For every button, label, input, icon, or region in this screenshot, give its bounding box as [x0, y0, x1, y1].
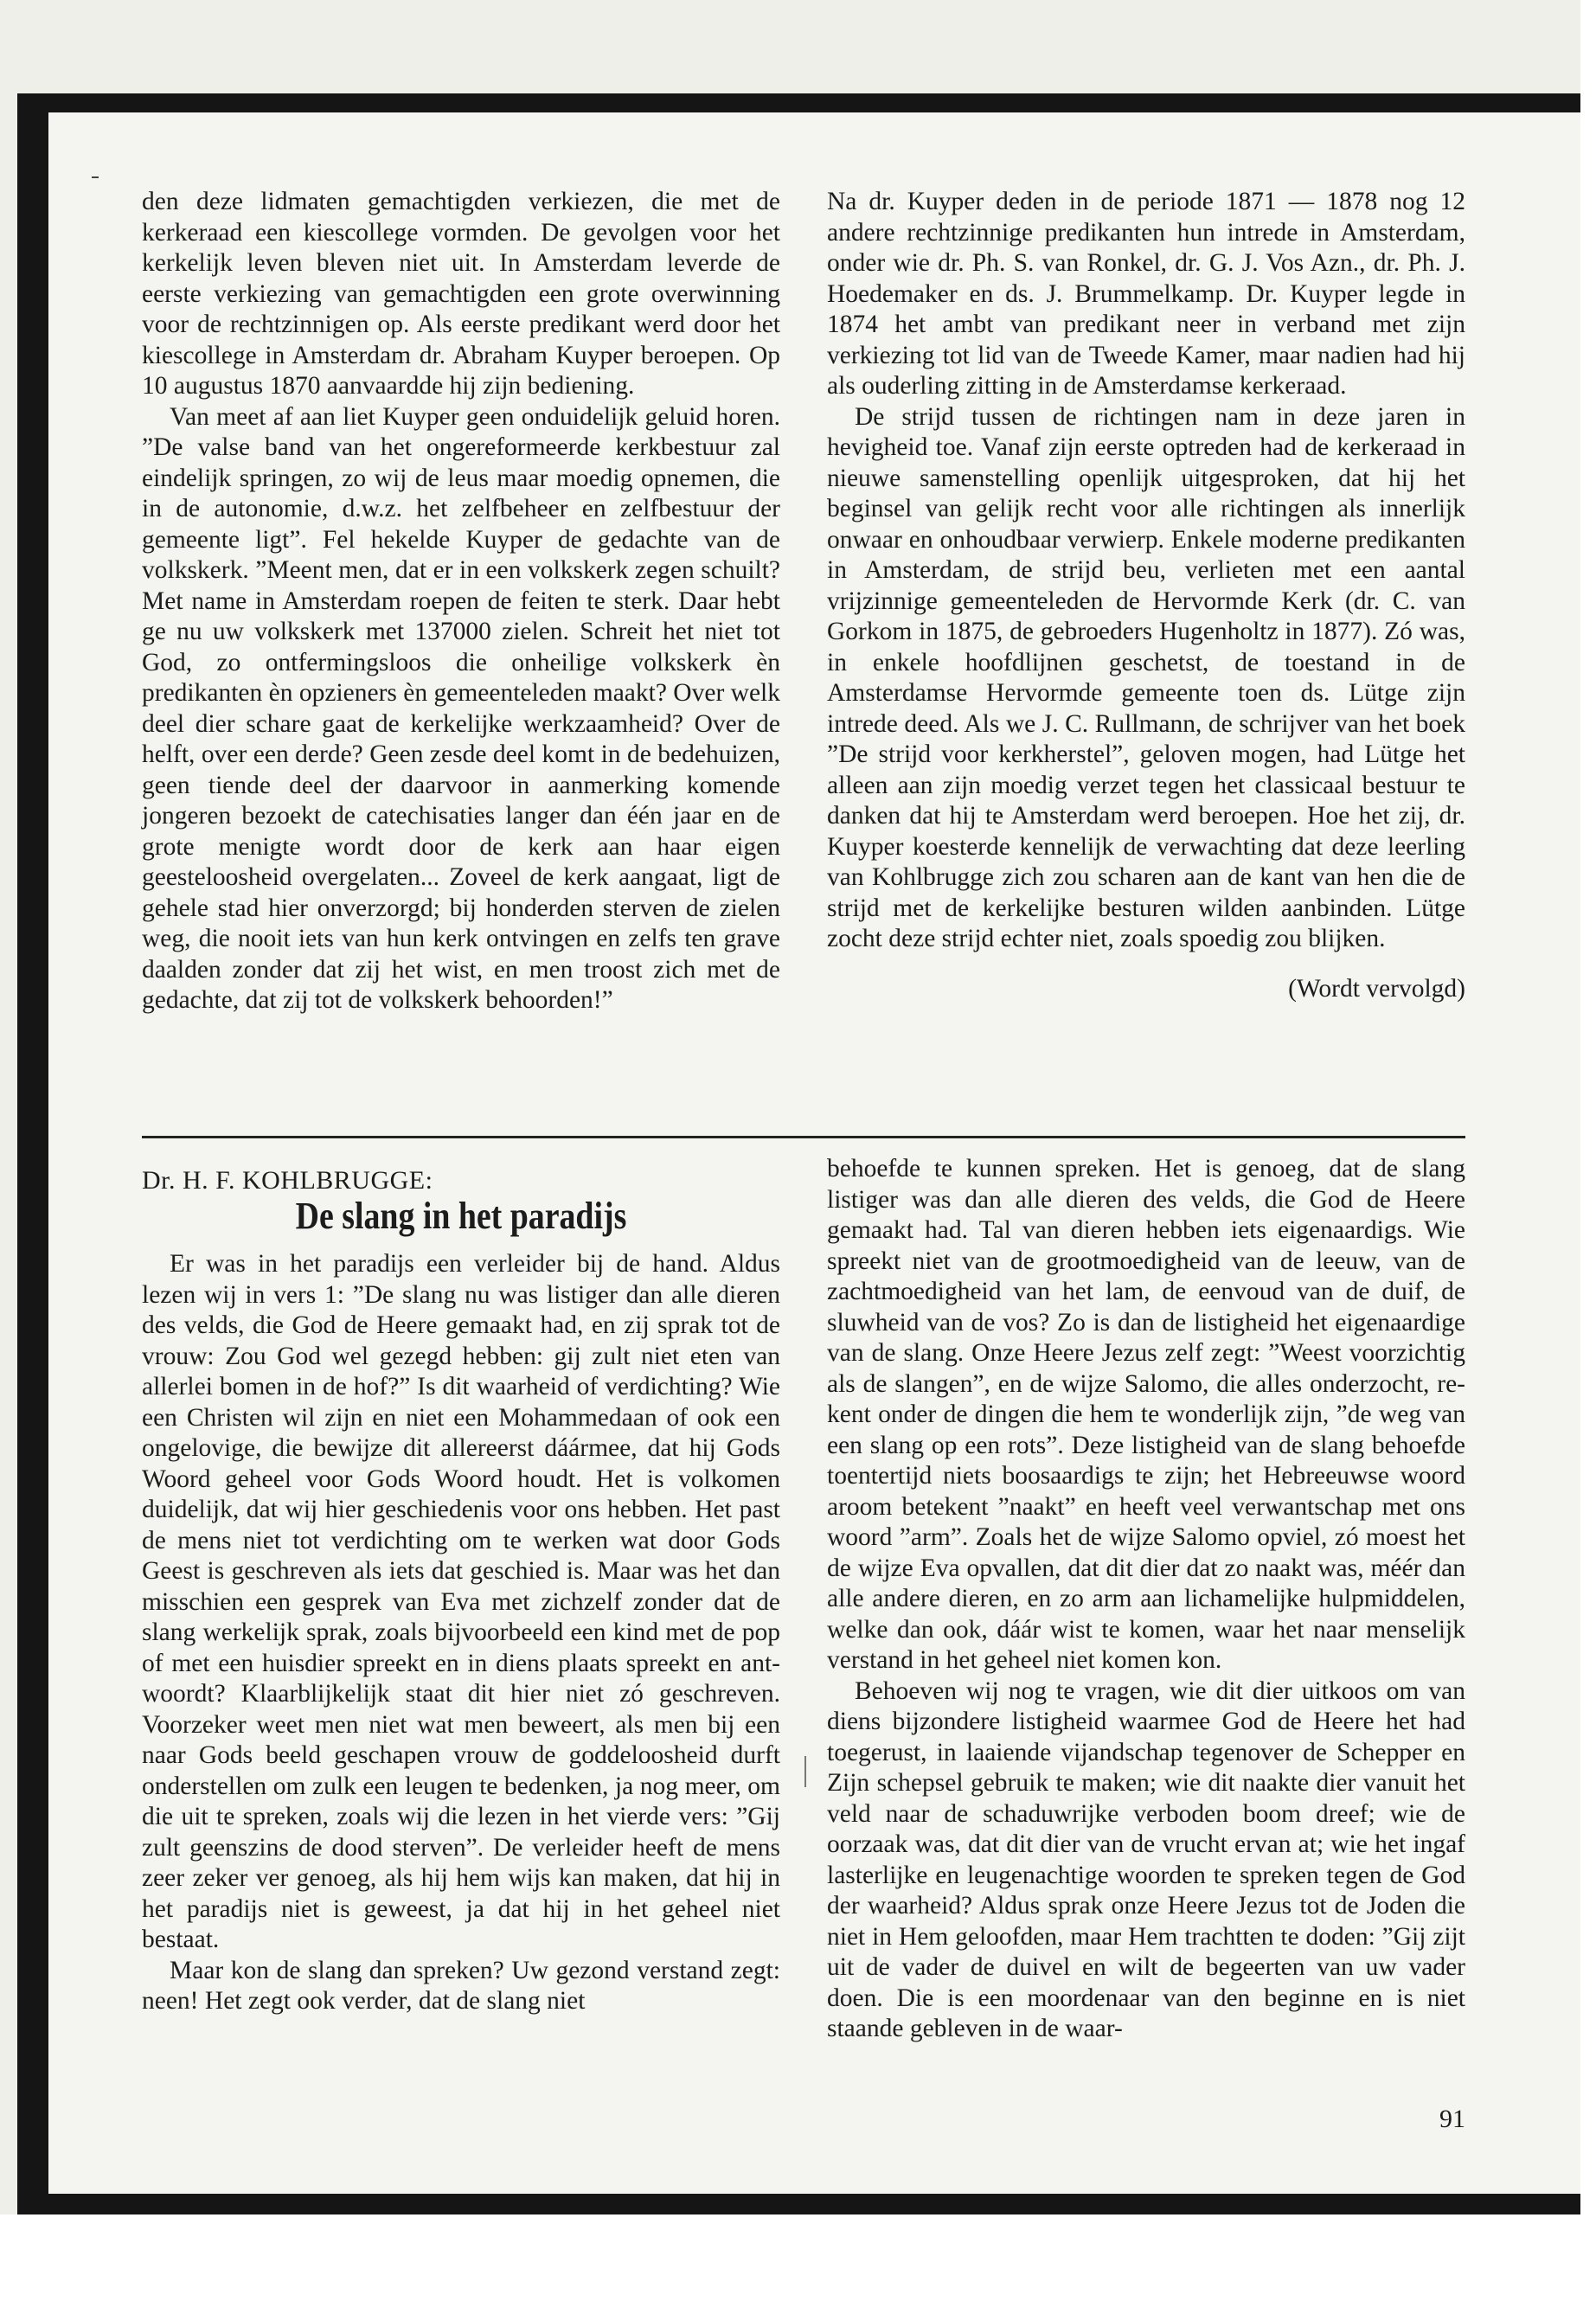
section-divider: [142, 1136, 1465, 1138]
column-top-right: [827, 187, 1465, 1004]
scan-edge-bottom: [0, 2214, 1596, 2301]
column-bottom-right: [827, 1154, 1465, 2045]
column-top-left: [142, 187, 780, 1016]
paragraph: Na dr. Kuyper deden in de periode 1871 — 1878 nog 12 andere rechtzinnige predikanten hun intrede in Amsterdam, onder wie dr. Ph. S. van Ronkel, dr. G. J. Vos Azn., dr. Ph. J. Hoedemaker en ds. J. Brummelkamp. Dr. Kuyper legde in 1874 het ambt van predikant neer in verband met zijn verkiezing tot lid van de Tweede Kamer, maar nadien had hij als ouderling zitting in de Amsterdamse kerkeraad.: [827, 188, 1465, 400]
page-number: 91: [1439, 2105, 1465, 2133]
continued-note: (Wordt vervolgd): [1288, 974, 1465, 1003]
paragraph: De strijd tussen de richtingen nam in deze jaren in hevigheid toe. Vanaf zijn eerste optreden had de kerkeraad in nieuwe samenstelling openlijk uitgesproken, dat hij het beginsel van gelijk recht voor alle richtingen als innerlijk onwaar en onhoudbaar verwierp. Enkele moderne predikanten in Amsterdam, de strijd beu, verlieten met een aantal vrijzinnige gemeenteleden de Hervormde Kerk (dr. C. van Gorkom in 1875, de gebroeders Hugenholtz in 1877). Zó was, in enkele hoofdlijnen geschetst, de toestand in de Amsterdamse Hervormde gemeente toen ds. Lütge zijn intrede deed. Als we J. C. Rullmann, de schrijver van het boek ”De strijd voor kerkherstel”, geloven mogen, had Lütge het alleen aan zijn moedig verzet tegen het classicaal bestuur te danken dat hij te Amsterdam werd beroepen. Hoe het zij, dr. Kuyper koesterde kennelijk de verwachting dat deze leerling van Kohlbrugge zich zou scharen aan de kant van hen die de strijd met de kerkelijke besturen wilden aanbinden. Lütge zocht deze strijd echter niet, zoals spoedig zou blijken.: [827, 402, 1465, 952]
paragraph: Behoeven wij nog te vragen, wie dit dier uitkoos om van diens bijzondere listigheid waarmee God de Heere het had toegerust, in laaiende vijandschap tegenover de Schepper en Zijn schepsel gebruik te maken; wie dit naakte dier vanuit het veld naar de schaduwrijke verboden boom dreef; wie de oorzaak was, dat dit dier van de vrucht ervan at; wie het ingaf lasterlijke en leugenachtige woorden te spreken tegen de God der waarheid? Aldus sprak onze Heere Jezus tot de Joden die niet in Hem geloofden, maar Hem trachtten te doden: ”Gij zijt uit de vader de duivel en wilt de begeerten van uw vader doen. Die is een moordenaar van den beginne en is niet staande gebleven in de waar-: [827, 1676, 1465, 2042]
paragraph: behoefde te kunnen spreken. Het is genoeg, dat de slang listiger was dan alle dieren des velds, die God de Heere gemaakt had. Tal van dieren hebben iets eigenaardigs. Wie spreekt niet van de grootmoedigheid van de leeuw, van de zachtmoedigheid van het lam, de eenvoud van de duif, de sluwheid van de vos? Zo is dan de listigheid het eigenaardige van de slang. Onze Heere Jezus zelf zegt: ”Weest voorzichtig als de slangen”, en de wijze Salomo, die alles onderzocht, rekent onder de dingen die hem te wonderlijk zijn, ”de weg van een slang op een rots”. Deze listigheid van de slang behoefde toentertijd niets boosaardigs te zijn; het Hebreeuwse woord aroom betekent ”naakt” en heeft veel verwantschap met ons woord ”arm”. Zoals het de wijze Salomo opviel, zó moest het de wijze Eva opvallen, dat dit dier dat zo naakt was, méér dan alle andere dieren, en zo arm aan lichamelijke hulpmiddelen, welke dan ook, dáár wist te komen, waar het naar menselijk verstand in het geheel niet komen kon.: [827, 1155, 1465, 1674]
column-bottom-left: [142, 1249, 780, 2017]
scan-mark: [92, 176, 99, 178]
scan-mark: [804, 1756, 806, 1787]
scan-edge-right: [1580, 0, 1596, 2301]
page-border-top: [17, 93, 1580, 112]
article-author: Dr. H. F. KOHLBRUGGE:: [142, 1166, 433, 1195]
paragraph: Van meet af aan liet Kuyper geen onduidelijk geluid horen. ”De valse band van het ongereformeerde kerkbestuur zal eindelijk springen, zo wij de leus maar moedig opnemen, die in de autonomie, d.w.z. het zelfbeheer en zelfbestuur der gemeente ligt”. Fel hekelde Kuyper de gedachte van de volkskerk. ”Meent men, dat er in een volkskerk zegen schuilt? Met name in Amsterdam roepen de feiten te sterk. Daar hebt ge nu uw volkskerk met 137000 zielen. Schreit het niet tot God, zo ontfermingsloos die onheilige volkskerk èn predikanten èn opzieners èn gemeenteleden maakt? Over welk deel dier schare gaat de kerkelijke werkzaamheid? Over de helft, over een derde? Geen zesde deel komt in de bedehuizen, geen tiende deel der daarvoor in aanmerking komende jongeren bezoekt de catechisaties langer dan één jaar en de grote menigte wordt door de kerk aan haar eigen geesteloosheid overgelaten... Zoveel de kerk aangaat, ligt de gehele stad hier onverzorgd; bij honderden sterven de zielen weg, die nooit iets van hun kerk ontvingen en zelfs ten grave daalden zonder dat zij het wist, en men troost zich met de gedachte, dat zij tot de volkskerk behoorden!”: [142, 402, 780, 1014]
article-title: De slang in het paradijs: [295, 1195, 627, 1237]
paragraph: Er was in het paradijs een verleider bij de hand. Aldus lezen wij in vers 1: ”De slang nu was listiger dan alle dieren des velds, die God de Heere gemaakt had, en zij sprak tot de vrouw: Zou God wel gezegd hebben: gij zult niet eten van allerlei bomen in de hof?” Is dit waarheid of verdichting? Wie een Christen wil zijn en niet een Mohammedaan of ook een ongelovige, die bewijze dit allereerst dáármee, dat hij Gods Woord geheel voor Gods Woord houdt. Het is volkomen duidelijk, dat wij hier geschiedenis voor ons hebben. Het past de mens niet tot verdichting om te werken wat door Gods Geest is geschreven als iets dat geschied is. Maar was het dan misschien een gesprek van Eva met zichzelf zonder dat de slang werkelijk sprak, zoals bijvoorbeeld een kind met de pop of met een huisdier spreekt en in diens plaats spreekt en antwoordt? Klaarblijkelijk staat dit hier niet zó geschreven. Voorzeker weet men niet wat men beweert, als men bij een naar Gods beeld geschapen vrouw de goddeloosheid durft onderstellen om zulk een leugen te bedenken, ja nog meer, om die uit te spreken, zoals wij die lezen in het vierde vers: ”Gij zult geenszins de dood sterven”. De verleider heeft de mens zeer zeker ver genoeg, als hij hem wijs kan maken, dat hij in het paradijs niet is geweest, ja dat hij in het geheel niet bestaat.: [142, 1250, 780, 1953]
page-border-bottom: [17, 2194, 1580, 2214]
page-border-left: [17, 93, 48, 2213]
paragraph: den deze lidmaten gemachtigden verkiezen, die met de kerkeraad een kiescollege vormden. De gevolgen voor het kerkelijk leven bleven niet uit. In Amsterdam leverde de eerste verkiezing van gemachtigden een grote overwinning voor de rechtzinnigen op. Als eerste predikant werd door het kiescollege in Amsterdam dr. Abraham Kuyper beroepen. Op 10 augustus 1870 aanvaardde hij zijn bediening.: [142, 188, 780, 400]
paragraph: Maar kon de slang dan spreken? Uw gezond verstand zegt: neen! Het zegt ook verder, dat de slang niet: [142, 1956, 780, 2015]
